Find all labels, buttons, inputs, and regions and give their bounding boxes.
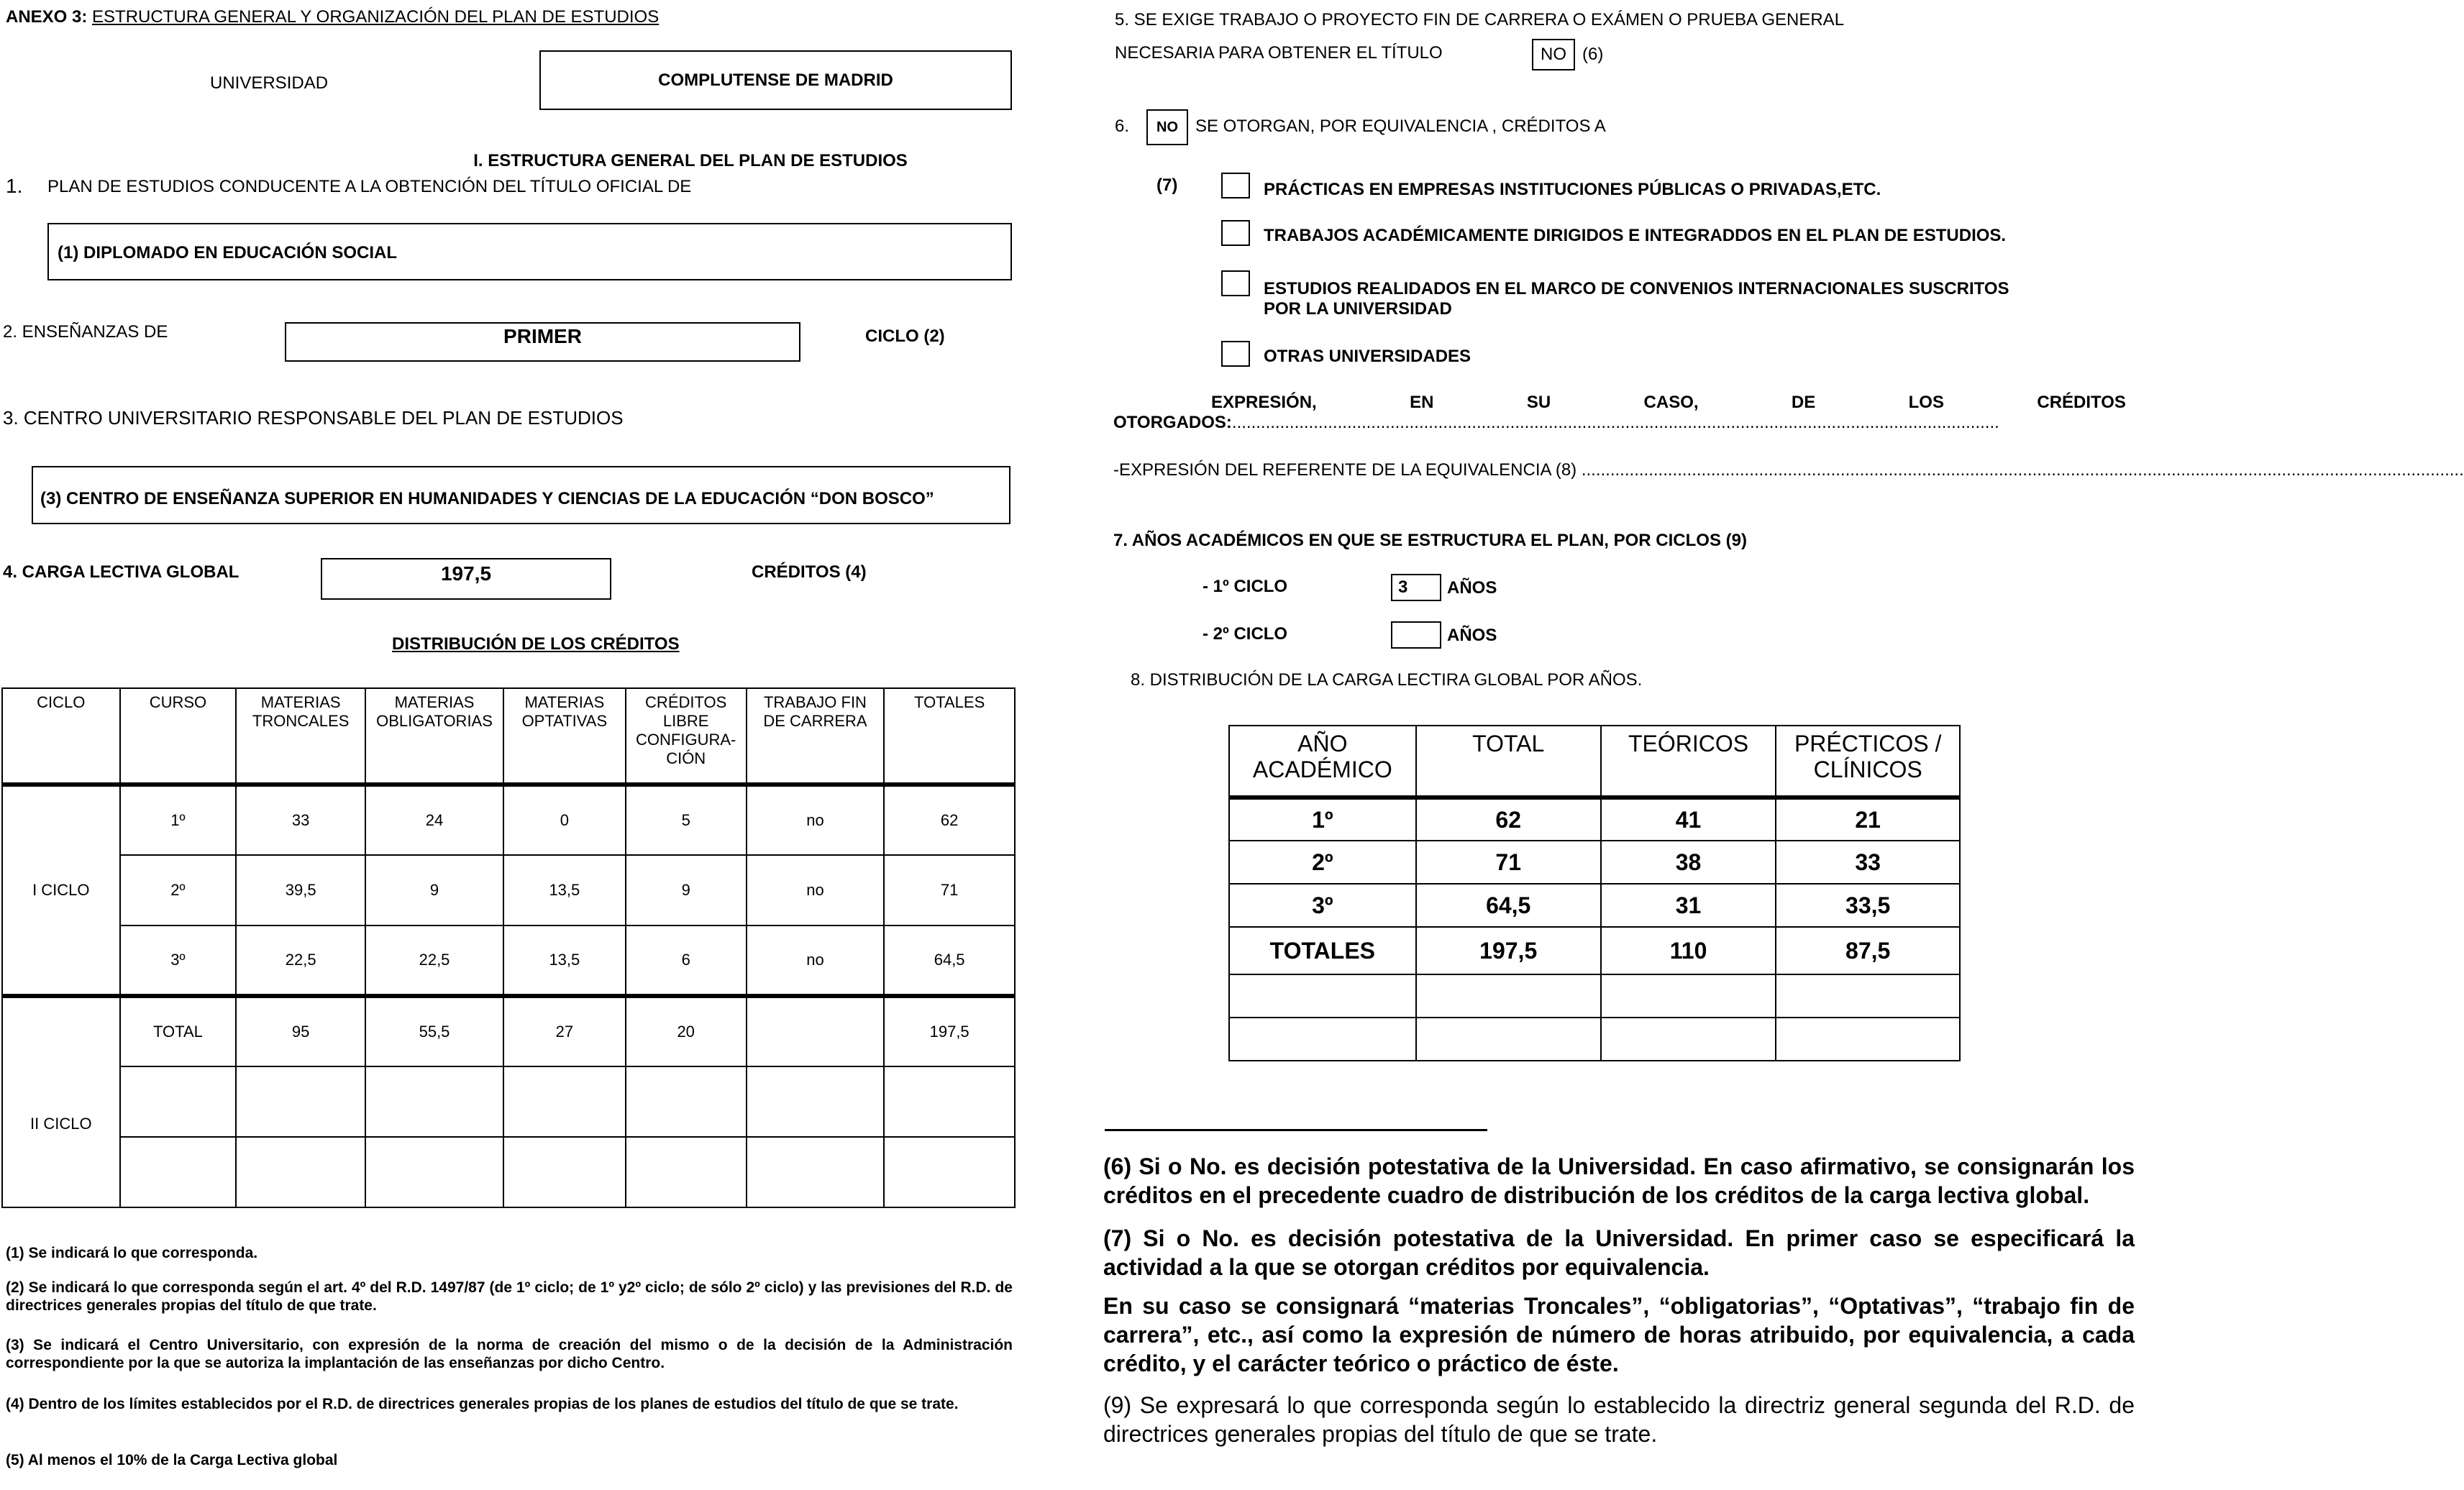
expr-word: EN — [1410, 393, 1434, 412]
cell: 22,5 — [365, 925, 503, 996]
cell: 0 — [503, 785, 626, 855]
cell: 33,5 — [1776, 884, 1960, 927]
cell: 24 — [365, 785, 503, 855]
year-header-total: TOTAL — [1416, 726, 1601, 797]
cell: 5 — [626, 785, 747, 855]
universidad-label: UNIVERSIDAD — [210, 73, 329, 93]
cell: 71 — [1416, 841, 1601, 884]
cell: 87,5 — [1776, 927, 1960, 974]
expr-word: SU — [1526, 393, 1551, 412]
footnote-7: (7) Si o No. es decisión potestativa de la Universidad. En primer caso se especificará la actividad a la que se otorgan créditos por equivalencia. — [1103, 1225, 2135, 1280]
year-row-empty — [1229, 974, 1960, 1018]
option-checkbox-practicas[interactable] — [1221, 173, 1250, 198]
cell: 39,5 — [236, 855, 365, 925]
cell: 22,5 — [236, 925, 365, 996]
footnote-su-caso: En su caso se consignará “materias Troncales”, “obligatorias”, “Optativas”, “trabajo fin de carrera”, etc., así como la expresión de número de horas atribuido, por equivalencia, a cada crédito, y el carácter teórico o práctico de éste. — [1103, 1293, 2135, 1376]
section-title: I. ESTRUCTURA GENERAL DEL PLAN DE ESTUDIOS — [473, 151, 908, 170]
option-otras: OTRAS UNIVERSIDADES — [1264, 347, 1471, 366]
referente-line[interactable]: -EXPRESIÓN DEL REFERENTE DE LA EQUIVALENCIA (8) ........................................................................................................................................................................................ — [1113, 460, 2464, 480]
cell: 3º — [1229, 884, 1416, 927]
yearly-load-table — [1228, 725, 1961, 1061]
cell: 27 — [503, 996, 626, 1066]
expr-otorgados-label: OTORGADOS: — [1113, 413, 1232, 432]
option-checkbox-convenios[interactable] — [1221, 270, 1250, 296]
cell: TOTAL — [120, 996, 237, 1066]
ciclo2-label: - 2º CICLO — [1203, 624, 1288, 644]
footnote-5: (5) Al menos el 10% de la Carga Lectiva global — [6, 1452, 338, 1468]
annex-title: ESTRUCTURA GENERAL Y ORGANIZACIÓN DEL PLAN DE ESTUDIOS — [92, 7, 660, 27]
cell: TOTALES — [1229, 927, 1416, 974]
expr-word: LOS — [1908, 393, 1944, 412]
cell: 33 — [1776, 841, 1960, 884]
cell: 197,5 — [884, 996, 1015, 1066]
cell: 197,5 — [1416, 927, 1601, 974]
q4-value: 197,5 — [440, 562, 492, 585]
cell: 55,5 — [365, 996, 503, 1066]
cell: 62 — [884, 785, 1015, 855]
annex-prefix: ANEXO 3: — [6, 7, 88, 27]
q3-label: 3. CENTRO UNIVERSITARIO RESPONSABLE DEL PLAN DE ESTUDIOS — [3, 407, 624, 429]
year-row-totales — [1229, 927, 1960, 974]
cell — [747, 996, 885, 1066]
footnote-divider — [1105, 1129, 1487, 1131]
cell: 21 — [1776, 797, 1960, 841]
q6-value: NO — [1146, 109, 1188, 145]
q2-value: PRIMER — [503, 325, 582, 347]
ciclo2-anios: AÑOS — [1447, 626, 1497, 645]
footnote-4: (4) Dentro de los límites establecidos por el R.D. de directrices generales propias de los planes de estudios del título de que se trate. — [6, 1396, 959, 1412]
option-checkbox-otras[interactable] — [1221, 341, 1250, 367]
options-reference: (7) — [1156, 175, 1178, 195]
cell: 3º — [120, 925, 237, 996]
cell: 2º — [1229, 841, 1416, 884]
cell: 62 — [1416, 797, 1601, 841]
ciclo-ii-cell: II CICLO — [2, 996, 120, 1207]
table-row — [2, 855, 1015, 925]
q2-label: 2. ENSEÑANZAS DE — [3, 322, 168, 342]
expr-word: CASO, — [1643, 393, 1699, 412]
q1-value: (1) DIPLOMADO EN EDUCACIÓN SOCIAL — [47, 223, 1012, 280]
table-header-row — [2, 688, 1015, 785]
cell: 110 — [1601, 927, 1776, 974]
footnote-9: (9) Se expresará lo que corresponda según lo establecido la directriz general segunda del R.D. de directrices generales propias del título de que se trate. — [1103, 1392, 2135, 1447]
distribution-title: DISTRIBUCIÓN DE LOS CRÉDITOS — [392, 634, 680, 654]
cell: 31 — [1601, 884, 1776, 927]
year-row — [1229, 841, 1960, 884]
referente-label: -EXPRESIÓN DEL REFERENTE DE LA EQUIVALENCIA (8) — [1113, 460, 1577, 480]
cell: 2º — [120, 855, 237, 925]
q6-number: 6. — [1115, 116, 1130, 136]
ciclo1-label: - 1º CICLO — [1203, 577, 1288, 596]
cell: no — [747, 785, 885, 855]
cell: 64,5 — [1416, 884, 1601, 927]
footnote-2: (2) Se indicará lo que corresponda según el art. 4º del R.D. 1497/87 (de 1º ciclo; de 1º y2º ciclo; de sólo 2º ciclo) y las previsiones del R.D. de directrices generales propias del título de que trate. — [6, 1279, 1013, 1314]
q7-text: 7. AÑOS ACADÉMICOS EN QUE SE ESTRUCTURA EL PLAN, POR CICLOS (9) — [1113, 531, 1747, 550]
cell: 9 — [626, 855, 747, 925]
q8-text: 8. DISTRIBUCIÓN DE LA CARGA LECTIRA GLOBAL POR AÑOS. — [1131, 670, 1643, 690]
ciclo2-years — [1391, 621, 1441, 649]
q4-label: 4. CARGA LECTIVA GLOBAL — [3, 562, 239, 582]
table-row — [2, 785, 1015, 855]
cell: 20 — [626, 996, 747, 1066]
ciclo-i-cell: I CICLO — [2, 785, 120, 996]
option-convenios-line2: POR LA UNIVERSIDAD — [1264, 299, 1452, 319]
table-row-total — [2, 996, 1015, 1066]
universidad-value: COMPLUTENSE DE MADRID — [539, 50, 1012, 110]
cell: no — [747, 925, 885, 996]
cell: 13,5 — [503, 925, 626, 996]
expression-line2[interactable]: OTORGADOS:................................................................................................................................................................ — [1113, 413, 1999, 432]
expr-word: EXPRESIÓN, — [1211, 393, 1317, 412]
year-row — [1229, 797, 1960, 841]
year-header-teoricos: TEÓRICOS — [1601, 726, 1776, 797]
footnote-6: (6) Si o No. es decisión potestativa de la Universidad. En caso afirmativo, se consignarán los créditos en el precedente cuadro de distribución de los créditos de la carga lectiva global. — [1103, 1153, 2135, 1208]
year-row-empty — [1229, 1018, 1960, 1061]
cell: 6 — [626, 925, 747, 996]
table-row-empty — [2, 1066, 1015, 1137]
q5-line2: NECESARIA PARA OBTENER EL TÍTULO — [1115, 43, 1443, 63]
cell: 13,5 — [503, 855, 626, 925]
year-table-header — [1229, 726, 1960, 797]
header-libre-configuracion: CRÉDITOS LIBRE CONFIGURA- CIÓN — [626, 688, 747, 785]
q1-number: 1. — [6, 175, 23, 197]
q2-suffix: CICLO (2) — [865, 326, 945, 346]
cell: 41 — [1601, 797, 1776, 841]
header-totales: TOTALES — [884, 688, 1015, 785]
option-trabajos: TRABAJOS ACADÉMICAMENTE DIRIGIDOS E INTEGRADDOS EN EL PLAN DE ESTUDIOS. — [1264, 226, 2007, 245]
cell: 1º — [1229, 797, 1416, 841]
option-practicas: PRÁCTICAS EN EMPRESAS INSTITUCIONES PÚBLICAS O PRIVADAS,ETC. — [1264, 180, 1881, 199]
ciclo1-years: 3 — [1391, 574, 1441, 601]
q5-line1: 5. SE EXIGE TRABAJO O PROYECTO FIN DE CARRERA O EXÁMEN O PRUEBA GENERAL — [1115, 10, 1845, 29]
cell: 64,5 — [884, 925, 1015, 996]
header-trabajo-fin: TRABAJO FIN DE CARRERA — [747, 688, 885, 785]
expr-word: DE — [1791, 393, 1816, 412]
table-row — [2, 925, 1015, 996]
q1-text: PLAN DE ESTUDIOS CONDUCENTE A LA OBTENCIÓN DEL TÍTULO OFICIAL DE — [47, 177, 692, 196]
cell: 71 — [884, 855, 1015, 925]
header-ciclo: CICLO — [2, 688, 120, 785]
ciclo1-anios: AÑOS — [1447, 578, 1497, 598]
header-obligatorias: MATERIAS OBLIGATORIAS — [365, 688, 503, 785]
cell: 95 — [236, 996, 365, 1066]
annex-heading — [6, 7, 659, 27]
footnote-1: (1) Se indicará lo que corresponda. — [6, 1245, 258, 1261]
year-row — [1229, 884, 1960, 927]
expr-word: CRÉDITOS — [2037, 393, 2126, 412]
q5-value: NO — [1532, 39, 1575, 70]
cell: 33 — [236, 785, 365, 855]
footnote-3: (3) Se indicará el Centro Universitario, con expresión de la norma de creación del mismo o de la decisión de la Administración correspondiente por la que se autoriza la implantación de las enseñanzas por dicho Centro. — [6, 1337, 1013, 1371]
cell: 1º — [120, 785, 237, 855]
q5-note: (6) — [1582, 45, 1604, 64]
q4-suffix: CRÉDITOS (4) — [752, 562, 867, 582]
credits-distribution-table — [1, 687, 1016, 1208]
q4-box — [321, 558, 611, 600]
q6-text: SE OTORGAN, POR EQUIVALENCIA , CRÉDITOS A — [1195, 116, 1606, 136]
q3-value: (3) CENTRO DE ENSEÑANZA SUPERIOR EN HUMANIDADES Y CIENCIAS DE LA EDUCACIÓN “DON BOSCO” — [32, 466, 1010, 524]
option-checkbox-trabajos[interactable] — [1221, 220, 1250, 246]
cell: 38 — [1601, 841, 1776, 884]
header-curso: CURSO — [120, 688, 237, 785]
header-optativas: MATERIAS OPTATIVAS — [503, 688, 626, 785]
year-header-academico: AÑO ACADÉMICO — [1229, 726, 1416, 797]
expression-line — [1211, 393, 2126, 413]
cell: no — [747, 855, 885, 925]
cell: 9 — [365, 855, 503, 925]
q2-box — [285, 322, 800, 362]
header-troncales: MATERIAS TRONCALES — [236, 688, 365, 785]
year-header-practicos: PRÉCTICOS / CLÍNICOS — [1776, 726, 1960, 797]
table-row-empty — [2, 1137, 1015, 1207]
option-convenios: ESTUDIOS REALIDADOS EN EL MARCO DE CONVENIOS INTERNACIONALES SUSCRITOS — [1264, 279, 2009, 298]
